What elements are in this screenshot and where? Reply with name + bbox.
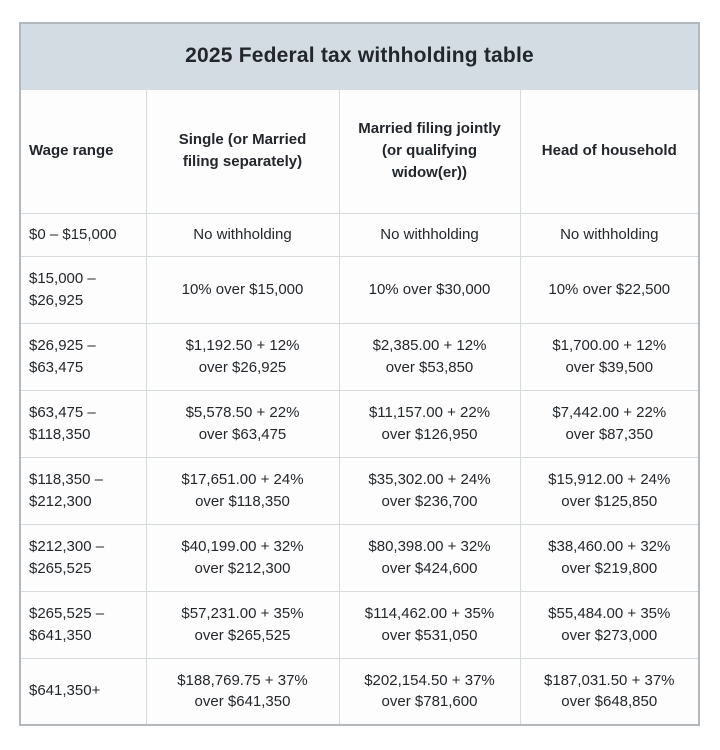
amount-cell: $15,912.00 + 24% over $125,850 [520,457,699,524]
table-row [20,213,699,256]
wage-range-cell: $118,350 – $212,300 [20,457,146,524]
table-row [20,256,699,323]
table-title: 2025 Federal tax withholding table [20,23,699,89]
amount-cell: $7,442.00 + 22% over $87,350 [520,390,699,457]
column-header-wage-range: Wage range [20,89,146,213]
amount-cell: $2,385.00 + 12% over $53,850 [339,323,520,390]
column-header-head-of-household: Head of household [520,89,699,213]
amount-cell: $202,154.50 + 37% over $781,600 [339,658,520,725]
amount-cell: $57,231.00 + 35% over $265,525 [146,591,339,658]
table-title-row [20,23,699,89]
amount-cell: $188,769.75 + 37% over $641,350 [146,658,339,725]
column-header-married-jointly: Married filing jointly (or qualifying widow(er)) [339,89,520,213]
tax-table-body [20,213,699,725]
amount-cell: No withholding [146,213,339,256]
amount-cell: $80,398.00 + 32% over $424,600 [339,524,520,591]
amount-cell: $35,302.00 + 24% over $236,700 [339,457,520,524]
amount-cell: $1,192.50 + 12% over $26,925 [146,323,339,390]
amount-cell: No withholding [339,213,520,256]
table-row [20,323,699,390]
wage-range-cell: $265,525 – $641,350 [20,591,146,658]
wage-range-cell: $641,350+ [20,658,146,725]
amount-cell: $11,157.00 + 22% over $126,950 [339,390,520,457]
table-row [20,457,699,524]
amount-cell: $114,462.00 + 35% over $531,050 [339,591,520,658]
wage-range-cell: $212,300 – $265,525 [20,524,146,591]
amount-cell: 10% over $30,000 [339,256,520,323]
wage-range-cell: $63,475 – $118,350 [20,390,146,457]
table-row [20,658,699,725]
wage-range-cell: $26,925 – $63,475 [20,323,146,390]
column-header-single: Single (or Married filing separately) [146,89,339,213]
amount-cell: $40,199.00 + 32% over $212,300 [146,524,339,591]
amount-cell: 10% over $22,500 [520,256,699,323]
table-row [20,524,699,591]
table-row [20,591,699,658]
amount-cell: $187,031.50 + 37% over $648,850 [520,658,699,725]
amount-cell: $5,578.50 + 22% over $63,475 [146,390,339,457]
wage-range-cell: $0 – $15,000 [20,213,146,256]
amount-cell: $38,460.00 + 32% over $219,800 [520,524,699,591]
table-row [20,390,699,457]
amount-cell: $55,484.00 + 35% over $273,000 [520,591,699,658]
amount-cell: $17,651.00 + 24% over $118,350 [146,457,339,524]
amount-cell: No withholding [520,213,699,256]
wage-range-cell: $15,000 – $26,925 [20,256,146,323]
amount-cell: 10% over $15,000 [146,256,339,323]
tax-withholding-table [19,22,700,726]
amount-cell: $1,700.00 + 12% over $39,500 [520,323,699,390]
header-row [20,89,699,213]
